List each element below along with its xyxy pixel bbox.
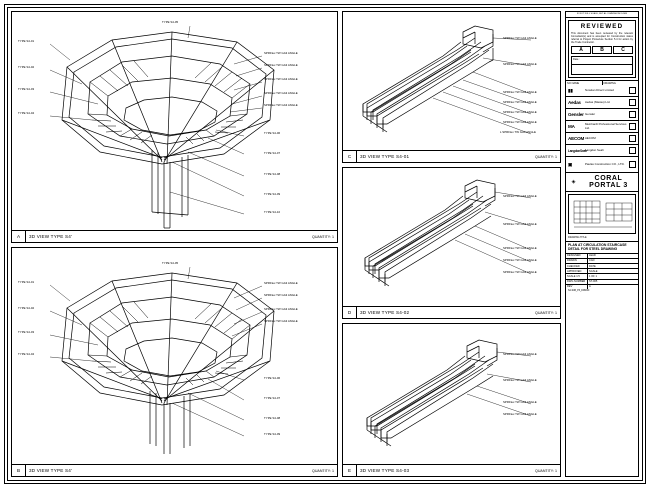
company-row-meinhardt bbox=[566, 121, 638, 133]
annotation-label: SPRFlex TW GA3 ANGLE bbox=[503, 222, 537, 226]
annotation-label: TYPE S4-02 bbox=[18, 65, 35, 69]
company-row-gensler bbox=[566, 109, 638, 121]
annotation-label: SPRFlex TW GA3 ANGLE bbox=[503, 62, 537, 66]
company-row-contractor bbox=[566, 157, 638, 173]
annotation-label: SPRFlex TW GA3 ANGLE bbox=[503, 258, 537, 262]
stair-stringer-detail-03 bbox=[343, 324, 560, 464]
field-scale-key: SCALE 1:5 bbox=[566, 274, 588, 278]
annotation-label: SPRFlex TW GA3 ANGLE bbox=[503, 194, 537, 198]
annotation-label: SPRFlex TW GA3 ANGLE bbox=[264, 77, 298, 81]
field-designed-value: LEAD bbox=[589, 254, 596, 258]
view-bubble-icon: B bbox=[12, 465, 26, 476]
company-row-aecom bbox=[566, 133, 638, 145]
aedas-logo-icon: Aedas bbox=[568, 100, 581, 106]
annotation-label: SPRFlex TW GA3 ANGLE bbox=[264, 103, 298, 107]
panel-3d-view-s4-03[interactable] bbox=[342, 323, 561, 477]
annotation-label: TYPE S4-09 bbox=[264, 432, 281, 436]
review-grade-c[interactable]: C bbox=[613, 46, 633, 54]
aedas-name: Aedas (Macau) Ltd. bbox=[585, 99, 611, 104]
checkbox-icon[interactable] bbox=[629, 111, 636, 118]
company-row-client bbox=[566, 85, 638, 97]
contractor-name: Paulas Construction CO., LTD. bbox=[585, 161, 625, 166]
annotation-label: TYPE S4-02 bbox=[18, 306, 35, 310]
gensler-name: Gensler bbox=[585, 111, 596, 116]
review-sign-field[interactable] bbox=[571, 65, 633, 75]
company-col-no: NO NAME bbox=[566, 81, 603, 85]
company-row-aedas bbox=[566, 97, 638, 109]
annotation-label: SPRFlex TW GA3 ANGLE bbox=[503, 352, 537, 356]
panel-3d-view-s4-01[interactable] bbox=[342, 11, 561, 163]
panel-viewport bbox=[343, 12, 560, 150]
review-grade-row[interactable] bbox=[571, 46, 633, 54]
client-logo-icon: ▮▮ bbox=[568, 87, 573, 93]
title-block-top-note: IF NOT FULL SCALE, SET AL. DIMENSION IS MM bbox=[566, 12, 638, 18]
key-plan-diagram bbox=[570, 195, 638, 233]
annotation-label: TYPE S4-09 bbox=[264, 192, 281, 196]
review-date-field[interactable]: Date : bbox=[571, 56, 633, 65]
annotation-label: TYPE S4-04 bbox=[18, 352, 35, 356]
field-checked-key: CHECKED bbox=[566, 264, 588, 268]
field-drawn-key: DRAWN bbox=[566, 259, 588, 263]
meinhardt-name: Meinhardt Professional Services Ltd. bbox=[585, 122, 627, 130]
contractor-logo-icon: ▣ bbox=[568, 161, 573, 167]
field-designed-key: DESIGNED bbox=[566, 254, 588, 258]
annotation-label: SPRFlex TW GA3 ANGLE bbox=[503, 270, 537, 274]
panel-title-strip bbox=[12, 230, 337, 242]
annotation-label: TYPE S4-08 bbox=[264, 172, 281, 176]
company-col-drawing: DRAWING bbox=[603, 81, 616, 85]
checkbox-icon[interactable] bbox=[629, 135, 636, 142]
view-bubble-icon: A bbox=[12, 231, 26, 242]
review-grade-a[interactable]: A bbox=[571, 46, 591, 54]
panel-title-strip bbox=[343, 150, 560, 162]
aecom-logo-icon: AECOM bbox=[568, 136, 585, 142]
annotation-label: SPRFlex TW GA3 ANGLE bbox=[264, 281, 298, 285]
annotation-label: TYPE S4-07 bbox=[264, 396, 281, 400]
checkbox-icon[interactable] bbox=[629, 87, 636, 94]
checkbox-icon[interactable] bbox=[629, 147, 636, 154]
annotation-label: SPRFlex TW GA3 ANGLE bbox=[503, 378, 537, 382]
review-stamp-title: REVIEWED bbox=[580, 22, 624, 30]
panel-viewport bbox=[343, 324, 560, 464]
field-checked-value: DATE bbox=[589, 264, 596, 268]
annotation-label: TYPE S4-03 bbox=[18, 330, 35, 334]
annotation-label: SPRFlex TW GA3 ANGLE bbox=[503, 400, 537, 404]
field-revision bbox=[566, 285, 638, 289]
drawing-title-label: DRAWING TITLE bbox=[566, 236, 638, 242]
file-reference: S4-S4B_P3_DRW00 bbox=[568, 289, 590, 292]
annotation-label: L SPRFlex TW GA3 ANGLE bbox=[500, 130, 536, 134]
panel-viewport bbox=[12, 248, 337, 464]
annotation-label: SPRFlex TW GA3 ANGLE bbox=[264, 293, 298, 297]
view-bubble-icon: C bbox=[343, 151, 357, 162]
drawing-title: PLAN AT CIRCULATION STAIRCASE DETAIL FOR STEEL DRAWING bbox=[566, 242, 638, 254]
annotation-label: TYPE S4-10 bbox=[264, 210, 281, 214]
project-name: CORAL PORTAL 3 bbox=[589, 175, 628, 190]
annotation-label: SPRFlex TW GA3 ANGLE bbox=[503, 100, 537, 104]
annotation-label: SPRFlex TW GA3 ANGLE bbox=[264, 63, 298, 67]
panel-title-strip bbox=[12, 464, 337, 476]
panel-title: 3D VIEW TYPE S4-03 bbox=[360, 468, 410, 473]
field-dwg-no-key: DWG NUMBER bbox=[566, 280, 588, 284]
field-approved-value: SCALE bbox=[589, 269, 598, 273]
annotation-label: SPRFlex TW GA3 ANGLE bbox=[503, 110, 537, 114]
field-drawn-value: CAD bbox=[589, 259, 595, 263]
meinhardt-logo-icon: MA bbox=[568, 124, 575, 130]
checkbox-icon[interactable] bbox=[629, 99, 636, 106]
annotation-label: SPRFlex TW GA3 ANGLE bbox=[264, 319, 298, 323]
annotation-label: TYPE S4-01 bbox=[18, 280, 35, 284]
annotation-label: SPRFlex TW GA3 ANGLE bbox=[264, 51, 298, 55]
checkbox-icon[interactable] bbox=[629, 123, 636, 130]
panel-3d-view-s4-top[interactable] bbox=[11, 11, 338, 243]
checkbox-icon[interactable] bbox=[629, 161, 636, 168]
panel-title: 3D VIEW TYPE S4-02 bbox=[360, 310, 410, 315]
annotation-label: SPRFlex TW GA3 ANGLE bbox=[503, 412, 537, 416]
annotation-label: TYPE S4-01 bbox=[18, 39, 35, 43]
annotation-label: TYPE S4-04 bbox=[18, 111, 35, 115]
key-plan-box bbox=[568, 194, 636, 234]
panel-quantity: QUANTITY: 1 bbox=[535, 468, 557, 473]
langdonseah-logo-icon: LangdonSeah bbox=[568, 148, 587, 153]
annotation-label: SPRFlex TW GA3 ANGLE bbox=[503, 120, 537, 124]
field-approved-key: APPROVED bbox=[566, 269, 588, 273]
review-stamp bbox=[568, 20, 636, 79]
view-bubble-icon: D bbox=[343, 307, 357, 318]
annotation-label: TYPE S4-06 bbox=[264, 376, 281, 380]
review-grade-b[interactable]: B bbox=[592, 46, 612, 54]
client-name: Nowitan Direct Limited bbox=[585, 87, 614, 92]
panel-title-strip bbox=[343, 464, 560, 476]
annotation-label: TYPE S4-07 bbox=[264, 151, 281, 155]
company-row-langdonseah bbox=[566, 145, 638, 157]
aecom-name: AECOM bbox=[585, 135, 596, 140]
stair-stringer-detail-02 bbox=[343, 168, 560, 306]
annotation-label: TYPE S4-05 bbox=[162, 20, 179, 24]
panel-quantity: QUANTITY: 1 bbox=[312, 234, 334, 239]
annotation-label: TYPE S4-08 bbox=[264, 416, 281, 420]
project-title-row bbox=[566, 173, 638, 192]
company-grid-header bbox=[566, 80, 638, 85]
annotation-label: SPRFlex TW GA3 ANGLE bbox=[503, 36, 537, 40]
view-bubble-icon: E bbox=[343, 465, 357, 476]
annotation-label: SPRFlex TW GA3 ANGLE bbox=[264, 307, 298, 311]
title-block bbox=[565, 11, 639, 477]
isometric-canopy-drawing-top bbox=[12, 12, 337, 230]
field-revision-key: REV bbox=[566, 285, 588, 289]
field-revision-value: A bbox=[589, 285, 591, 289]
annotation-label: TYPE S4-06 bbox=[264, 131, 281, 135]
langdonseah-name: Langdon Seah bbox=[585, 147, 604, 152]
panel-title: 3D VIEW TYPE S4' bbox=[29, 234, 73, 239]
gensler-logo-icon: Gensler bbox=[568, 112, 584, 118]
review-stamp-body: This document has been reviewed by the relevant Consultant(s) and is accepted for Construction status referral to Project Procedure Section 5.4 for action by the Trade Contractor. bbox=[571, 31, 633, 44]
annotation-label: TYPE S4-05 bbox=[162, 261, 179, 265]
project-logo-icon: ◈ bbox=[571, 179, 576, 186]
field-dwg-no-value: ST-005 bbox=[589, 280, 598, 284]
panel-quantity: QUANTITY: 1 bbox=[535, 310, 557, 315]
panel-title: 3D VIEW TYPE S4-01 bbox=[360, 154, 410, 159]
panel-quantity: QUANTITY: 1 bbox=[312, 468, 334, 473]
panel-3d-view-s4-bottom[interactable] bbox=[11, 247, 338, 477]
annotation-label: SPRFlex TW GA3 ANGLE bbox=[264, 91, 298, 95]
annotation-label: SPRFlex TW GA3 ANGLE bbox=[503, 246, 537, 250]
annotation-label: TYPE S4-03 bbox=[18, 87, 35, 91]
annotation-label: SPRFlex TW GA3 ANGLE bbox=[503, 90, 537, 94]
panel-title: 3D VIEW TYPE S4' bbox=[29, 468, 73, 473]
panel-3d-view-s4-02[interactable] bbox=[342, 167, 561, 319]
panel-quantity: QUANTITY: 1 bbox=[535, 154, 557, 159]
panel-viewport bbox=[343, 168, 560, 306]
field-sheet-value: 1 OF 1 bbox=[589, 274, 597, 278]
panel-title-strip bbox=[343, 306, 560, 318]
panel-viewport bbox=[12, 12, 337, 230]
